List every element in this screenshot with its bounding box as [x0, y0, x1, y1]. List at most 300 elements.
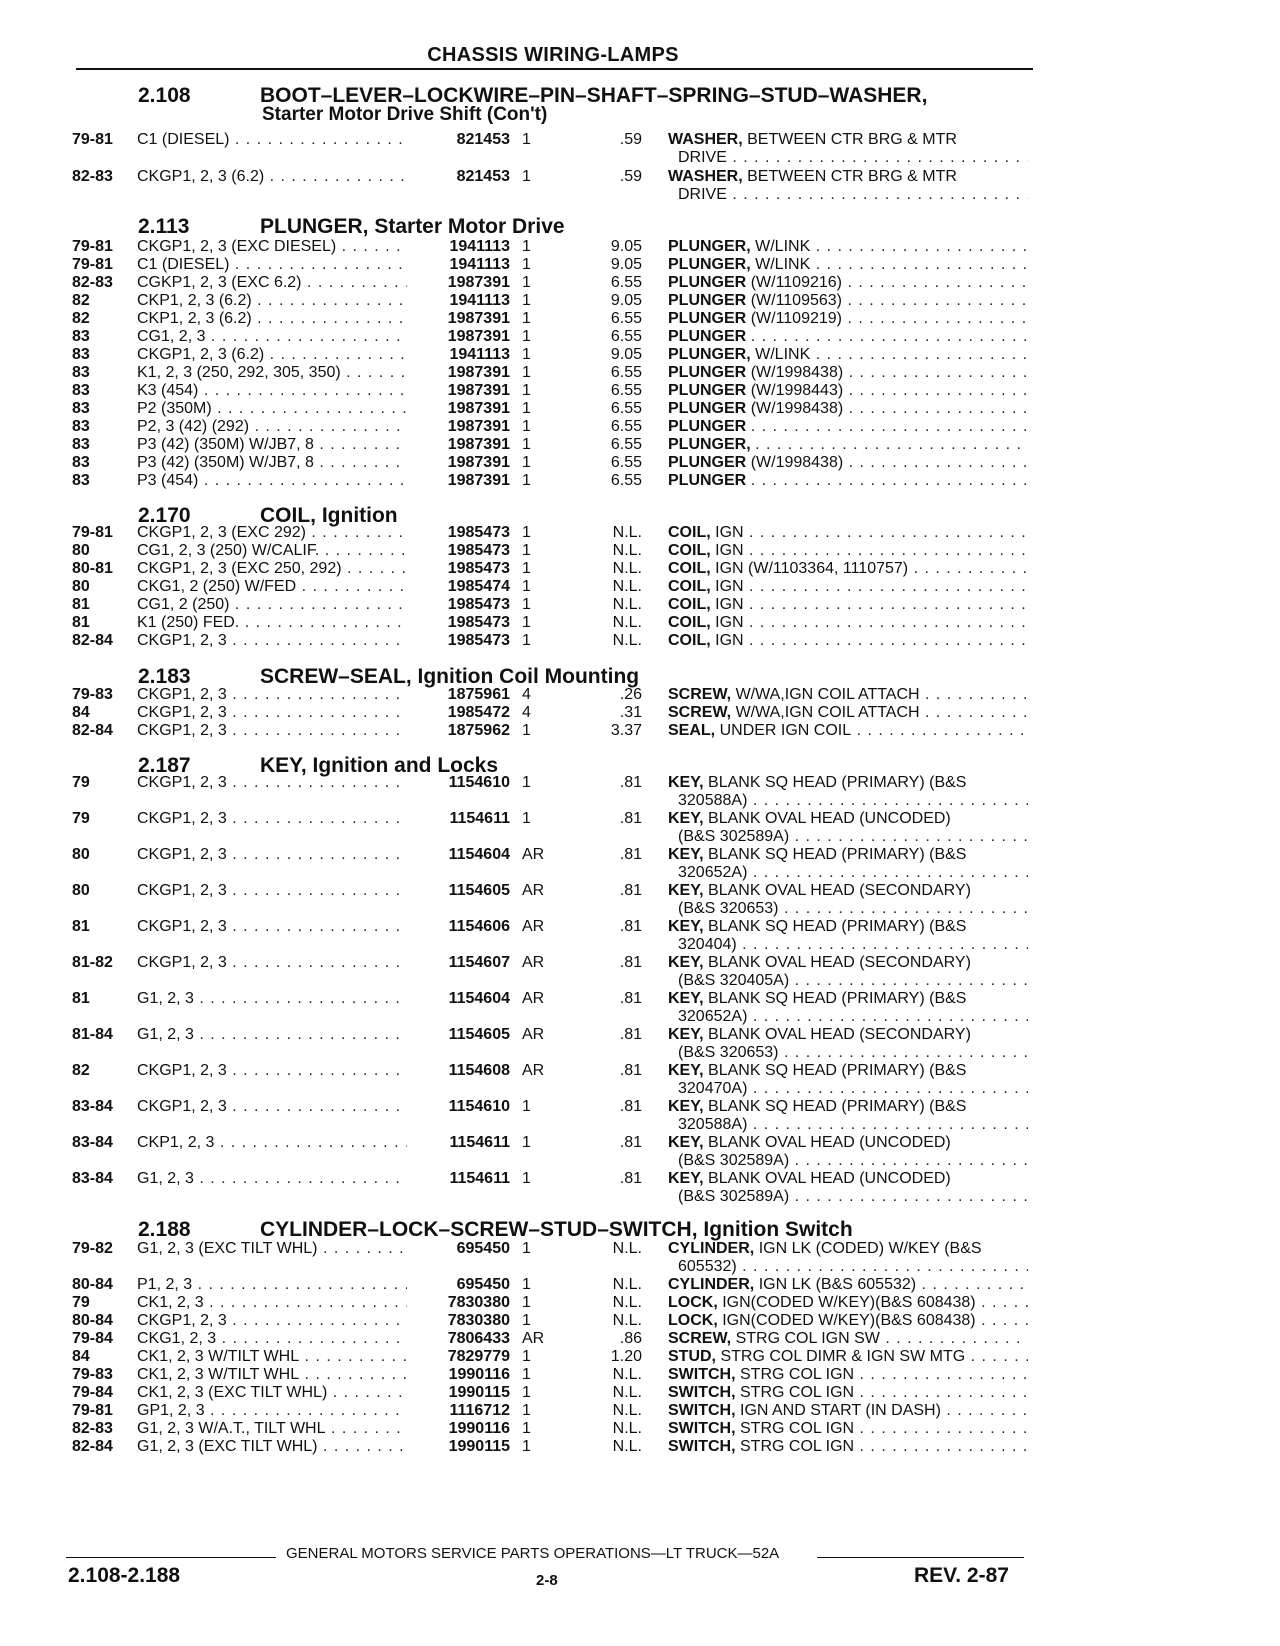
part-detail: IGN LK (B&S 605532) . . .	[759, 1276, 1028, 1293]
section-title: SCREW–SEAL, Ignition Coil Mounting	[260, 665, 640, 688]
parts-row	[0, 1170, 1100, 1190]
parts-row	[0, 1134, 1100, 1154]
price: .81	[619, 990, 642, 1007]
model-series: P2 (350M) . . .	[137, 400, 407, 418]
price: 9.05	[610, 256, 642, 273]
quantity: 1	[522, 1366, 531, 1383]
price: .81	[619, 882, 642, 899]
quantity: AR	[522, 846, 545, 863]
description-continuation: DRIVE . . .	[678, 149, 1028, 167]
model-series: CKGP1, 2, 3 . . .	[137, 846, 407, 864]
parts-row	[0, 846, 1100, 866]
price: N.L.	[612, 614, 642, 631]
model-series: P1, 2, 3 . . .	[137, 1276, 407, 1294]
part-number: 1985473	[447, 632, 510, 649]
model-series: P3 (454) . . .	[137, 472, 407, 490]
quantity: 1	[522, 454, 531, 471]
part-number: 1985473	[447, 560, 510, 577]
price: .81	[619, 810, 642, 827]
part-detail: (W/1998443) . . .	[751, 382, 1028, 399]
part-name: KEY,	[668, 1170, 704, 1187]
part-detail: IGN(CODED W/KEY)(B&S 608438) . . .	[722, 1312, 1028, 1329]
model-year: 84	[72, 704, 90, 721]
price: .81	[619, 1134, 642, 1151]
model-year: 79-84	[72, 1384, 113, 1401]
description-continuation: 320652A) . . .	[678, 864, 1028, 882]
part-detail	[751, 418, 1028, 435]
price: N.L.	[612, 1312, 642, 1329]
footer-rule-right	[817, 1557, 1024, 1558]
part-description	[668, 256, 1028, 274]
price: N.L.	[612, 1402, 642, 1419]
quantity: 1	[522, 578, 531, 595]
price: .81	[619, 1098, 642, 1115]
model-series: CG1, 2 (250) . . .	[137, 596, 407, 614]
parts-row	[0, 472, 1100, 492]
part-number: 1985473	[447, 524, 510, 541]
part-description	[668, 614, 1028, 632]
price: .81	[619, 774, 642, 791]
price: 9.05	[610, 238, 642, 255]
description-continuation: (B&S 302589A) . . .	[678, 1188, 1028, 1206]
model-year: 83-84	[72, 1098, 113, 1115]
quantity: AR	[522, 1062, 545, 1079]
part-number: 1154610	[448, 774, 510, 791]
part-description	[668, 810, 1028, 828]
quantity: AR	[522, 1026, 545, 1043]
part-detail: IGN . . .	[715, 524, 1028, 541]
price: 6.55	[610, 454, 642, 471]
part-number: 1154610	[448, 1098, 510, 1115]
footer-publisher: GENERAL MOTORS SERVICE PARTS OPERATIONS—LT TRUCK—52A	[286, 1545, 780, 1562]
model-year: 83	[72, 454, 90, 471]
part-number: 1987391	[447, 274, 510, 291]
part-number: 1987391	[447, 382, 510, 399]
part-description	[668, 704, 1028, 722]
model-year: 81-84	[72, 1026, 113, 1043]
part-number: 1990116	[448, 1366, 510, 1383]
parts-row	[0, 292, 1100, 312]
model-year: 79	[72, 1294, 90, 1311]
part-number: 1985473	[447, 596, 510, 613]
quantity: 1	[522, 560, 531, 577]
footer-rule-left	[66, 1557, 276, 1558]
model-year: 82-83	[72, 1420, 113, 1437]
section-number: 2.170	[138, 504, 191, 527]
price: 6.55	[610, 382, 642, 399]
price: N.L.	[612, 632, 642, 649]
quantity: 1	[522, 346, 531, 363]
parts-row	[0, 524, 1100, 544]
model-year: 83-84	[72, 1170, 113, 1187]
part-name: SWITCH,	[668, 1402, 736, 1419]
part-name: PLUNGER	[668, 292, 747, 309]
price: N.L.	[612, 1366, 642, 1383]
price: .81	[619, 918, 642, 935]
part-number: 1985472	[447, 704, 510, 721]
model-year: 80-84	[72, 1276, 113, 1293]
description-continuation: (B&S 302589A) . . .	[678, 1152, 1028, 1170]
part-description	[668, 418, 1028, 436]
part-detail: IGN . . .	[715, 614, 1028, 631]
model-year: 82-84	[72, 1438, 113, 1455]
part-number: 695450	[456, 1276, 510, 1293]
part-description	[668, 168, 1028, 186]
parts-row	[0, 918, 1100, 938]
part-description	[668, 1134, 1028, 1152]
model-series: CKGP1, 2, 3 . . .	[137, 632, 407, 650]
part-number: 821453	[456, 168, 510, 185]
price: N.L.	[612, 542, 642, 559]
part-name: PLUNGER,	[668, 238, 751, 255]
quantity: 1	[522, 1170, 531, 1187]
part-detail: IGN AND START (IN DASH) . . .	[740, 1402, 1028, 1419]
part-detail: (W/1998438) . . .	[751, 400, 1028, 417]
parts-row	[0, 1438, 1100, 1458]
part-description	[668, 918, 1028, 936]
price: N.L.	[612, 560, 642, 577]
part-number: 1941113	[449, 256, 510, 273]
part-description	[668, 1402, 1028, 1420]
section-title: KEY, Ignition and Locks	[260, 754, 499, 777]
model-series: CK1, 2, 3 W/TILT WHL . . .	[137, 1366, 407, 1384]
price: N.L.	[612, 1384, 642, 1401]
model-year: 83	[72, 364, 90, 381]
price: 9.05	[610, 346, 642, 363]
quantity: 1	[522, 1276, 531, 1293]
part-description	[668, 1330, 1028, 1348]
parts-row	[0, 578, 1100, 598]
part-number: 7830380	[447, 1294, 510, 1311]
quantity: 1	[522, 1098, 531, 1115]
price: N.L.	[612, 1294, 642, 1311]
part-name: SCREW,	[668, 704, 732, 721]
part-number: 1987391	[447, 418, 510, 435]
part-number: 1941113	[449, 292, 510, 309]
model-year: 80-81	[72, 560, 113, 577]
price: N.L.	[612, 1240, 642, 1257]
part-name: SCREW,	[668, 686, 732, 703]
parts-row	[0, 1294, 1100, 1314]
part-number: 1987391	[447, 454, 510, 471]
part-detail: BLANK OVAL HEAD (SECONDARY)	[708, 1026, 971, 1043]
part-number: 1154611	[449, 1170, 510, 1187]
part-number: 1990115	[448, 1438, 510, 1455]
part-number: 1987391	[447, 472, 510, 489]
model-series: CGKP1, 2, 3 (EXC 6.2) . . .	[137, 274, 407, 292]
model-series: CKP1, 2, 3 (6.2) . . .	[137, 310, 407, 328]
model-year: 80	[72, 882, 90, 899]
part-detail: STRG COL IGN . . .	[740, 1366, 1028, 1383]
part-name: KEY,	[668, 954, 704, 971]
quantity: 1	[522, 1438, 531, 1455]
model-series: CKP1, 2, 3 (6.2) . . .	[137, 292, 407, 310]
part-description	[668, 292, 1028, 310]
part-name: COIL,	[668, 542, 711, 559]
part-description	[668, 328, 1028, 346]
model-series: CK1, 2, 3 . . .	[137, 1294, 407, 1312]
parts-row	[0, 1420, 1100, 1440]
part-description	[668, 1438, 1028, 1456]
part-number: 1985473	[447, 614, 510, 631]
part-number: 1154604	[448, 990, 510, 1007]
price: .31	[619, 704, 642, 721]
quantity: 4	[522, 704, 531, 721]
model-series: CKGP1, 2, 3 (6.2) . . .	[137, 346, 407, 364]
part-name: SWITCH,	[668, 1366, 736, 1383]
quantity: 1	[522, 614, 531, 631]
model-year: 81	[72, 614, 90, 631]
model-year: 83	[72, 436, 90, 453]
part-name: KEY,	[668, 846, 704, 863]
price: 6.55	[610, 418, 642, 435]
part-detail: IGN . . .	[715, 632, 1028, 649]
part-name: PLUNGER,	[668, 256, 751, 273]
part-name: STUD,	[668, 1348, 716, 1365]
part-name: PLUNGER	[668, 454, 747, 471]
parts-row	[0, 1062, 1100, 1082]
part-name: SWITCH,	[668, 1438, 736, 1455]
model-series: G1, 2, 3 (EXC TILT WHL) . . .	[137, 1240, 407, 1258]
part-description	[668, 400, 1028, 418]
footer-section-range: 2.108-2.188	[68, 1564, 181, 1587]
price: .81	[619, 1026, 642, 1043]
parts-row	[0, 454, 1100, 474]
model-series: CKGP1, 2, 3 . . .	[137, 722, 407, 740]
part-description	[668, 1276, 1028, 1294]
part-description	[668, 238, 1028, 256]
part-number: 1154611	[449, 1134, 510, 1151]
part-number: 1985474	[447, 578, 510, 595]
header-rule	[76, 68, 1033, 70]
description-continuation: 320470A) . . .	[678, 1080, 1028, 1098]
parts-row	[0, 131, 1100, 151]
part-name: COIL,	[668, 596, 711, 613]
price: 1.20	[610, 1348, 642, 1365]
model-year: 79	[72, 774, 90, 791]
model-year: 80	[72, 542, 90, 559]
part-description	[668, 1384, 1028, 1402]
part-name: KEY,	[668, 774, 704, 791]
quantity: 1	[522, 542, 531, 559]
part-number: 1987391	[447, 364, 510, 381]
part-name: LOCK,	[668, 1294, 718, 1311]
part-description	[668, 774, 1028, 792]
part-name: PLUNGER	[668, 472, 747, 489]
quantity: 4	[522, 686, 531, 703]
section-number: 2.113	[138, 215, 190, 238]
parts-row	[0, 1240, 1100, 1260]
parts-row	[0, 310, 1100, 330]
model-year: 79	[72, 810, 90, 827]
quantity: 1	[522, 810, 531, 827]
part-number: 821453	[456, 131, 510, 148]
part-description	[668, 436, 1028, 454]
part-name: SEAL,	[668, 722, 716, 739]
model-series: CKGP1, 2, 3 . . .	[137, 918, 407, 936]
price: N.L.	[612, 596, 642, 613]
model-series: CKGP1, 2, 3 (EXC 292) . . .	[137, 524, 407, 542]
model-year: 82	[72, 310, 90, 327]
model-year: 82	[72, 1062, 90, 1079]
parts-row	[0, 256, 1100, 276]
part-detail: W/WA,IGN COIL ATTACH . . .	[736, 704, 1028, 721]
part-name: SCREW,	[668, 1330, 732, 1347]
part-description	[668, 131, 1028, 149]
model-series: CKGP1, 2, 3 . . .	[137, 954, 407, 972]
part-detail: (W/1998438) . . .	[751, 364, 1028, 381]
parts-row	[0, 882, 1100, 902]
description-continuation: (B&S 320405A) . . .	[678, 972, 1028, 990]
page-title: CHASSIS WIRING-LAMPS	[427, 44, 679, 66]
part-number: 1990115	[448, 1384, 510, 1401]
parts-row	[0, 418, 1100, 438]
model-series: CKGP1, 2, 3 . . .	[137, 686, 407, 704]
footer-page-number: 2-8	[536, 1572, 558, 1589]
price: .81	[619, 954, 642, 971]
part-detail: BLANK OVAL HEAD (SECONDARY)	[708, 954, 971, 971]
model-series: CKG1, 2 (250) W/FED . . .	[137, 578, 407, 596]
model-series: G1, 2, 3 (EXC TILT WHL) . . .	[137, 1438, 407, 1456]
part-detail: BLANK OVAL HEAD (UNCODED)	[708, 810, 951, 827]
part-description	[668, 990, 1028, 1008]
description-continuation: DRIVE . . .	[678, 186, 1028, 204]
price: .81	[619, 846, 642, 863]
quantity: 1	[522, 274, 531, 291]
part-detail: BLANK OVAL HEAD (UNCODED)	[708, 1170, 951, 1187]
quantity: 1	[522, 774, 531, 791]
price: 6.55	[610, 364, 642, 381]
part-detail: (W/1109563) . . .	[751, 292, 1028, 309]
part-number: 1985473	[447, 542, 510, 559]
part-number: 1875962	[447, 722, 510, 739]
parts-row	[0, 346, 1100, 366]
section-title: BOOT–LEVER–LOCKWIRE–PIN–SHAFT–SPRING–STUD–WASHER,	[260, 84, 928, 107]
parts-row	[0, 1348, 1100, 1368]
parts-row	[0, 1276, 1100, 1296]
part-detail: STRG COL DIMR & IGN SW MTG . . .	[720, 1348, 1028, 1365]
part-name: PLUNGER,	[668, 346, 751, 363]
part-description	[668, 346, 1028, 364]
part-description	[668, 1294, 1028, 1312]
price: N.L.	[612, 1420, 642, 1437]
price: .26	[619, 686, 642, 703]
quantity: 1	[522, 596, 531, 613]
parts-row	[0, 990, 1100, 1010]
part-detail: W/LINK . . .	[755, 346, 1028, 363]
part-detail	[751, 328, 1028, 345]
model-year: 82-83	[72, 168, 113, 185]
price: 3.37	[610, 722, 642, 739]
model-series: CKGP1, 2, 3 . . .	[137, 1312, 407, 1330]
part-name: KEY,	[668, 990, 704, 1007]
section-title: CYLINDER–LOCK–SCREW–STUD–SWITCH, Ignition Switch	[260, 1218, 853, 1241]
part-description	[668, 1312, 1028, 1330]
model-series: GP1, 2, 3 . . .	[137, 1402, 407, 1420]
model-year: 79-81	[72, 1402, 113, 1419]
part-name: PLUNGER	[668, 310, 747, 327]
price: .59	[619, 168, 642, 185]
quantity: 1	[522, 1402, 531, 1419]
section-number: 2.183	[138, 665, 191, 688]
part-detail	[751, 472, 1028, 489]
part-name: COIL,	[668, 560, 711, 577]
model-series: CG1, 2, 3 . . .	[137, 328, 407, 346]
quantity: AR	[522, 918, 545, 935]
quantity: 1	[522, 1384, 531, 1401]
quantity: 1	[522, 1294, 531, 1311]
part-name: COIL,	[668, 578, 711, 595]
model-series: K1, 2, 3 (250, 292, 305, 350) . . .	[137, 364, 407, 382]
model-series: CKGP1, 2, 3 (EXC DIESEL) . . .	[137, 238, 407, 256]
quantity: 1	[522, 238, 531, 255]
price: N.L.	[612, 1276, 642, 1293]
quantity: 1	[522, 1312, 531, 1329]
parts-row	[0, 954, 1100, 974]
part-detail: IGN . . .	[715, 596, 1028, 613]
quantity: 1	[522, 256, 531, 273]
part-description	[668, 454, 1028, 472]
quantity: AR	[522, 990, 545, 1007]
model-year: 79-81	[72, 524, 113, 541]
part-number: 1116712	[449, 1402, 510, 1419]
model-year: 83-84	[72, 1134, 113, 1151]
part-detail: BETWEEN CTR BRG & MTR	[747, 131, 957, 148]
model-year: 80	[72, 846, 90, 863]
part-number: 1987391	[447, 400, 510, 417]
part-name: PLUNGER	[668, 382, 747, 399]
model-series: CKG1, 2, 3 . . .	[137, 1330, 407, 1348]
part-description	[668, 1098, 1028, 1116]
model-year: 79-81	[72, 256, 113, 273]
quantity: 1	[522, 1420, 531, 1437]
part-detail: W/WA,IGN COIL ATTACH . . .	[736, 686, 1028, 703]
part-name: COIL,	[668, 524, 711, 541]
part-description	[668, 596, 1028, 614]
part-name: PLUNGER	[668, 418, 747, 435]
parts-row	[0, 542, 1100, 562]
part-number: 1941113	[449, 238, 510, 255]
parts-row	[0, 722, 1100, 742]
parts-row	[0, 774, 1100, 794]
part-name: PLUNGER	[668, 364, 747, 381]
part-number: 1154611	[449, 810, 510, 827]
part-description	[668, 310, 1028, 328]
model-series: CKGP1, 2, 3 . . .	[137, 774, 407, 792]
parts-row	[0, 704, 1100, 724]
quantity: 1	[522, 1348, 531, 1365]
part-name: KEY,	[668, 918, 704, 935]
part-name: COIL,	[668, 614, 711, 631]
part-description	[668, 542, 1028, 560]
price: N.L.	[612, 1438, 642, 1455]
parts-row	[0, 632, 1100, 652]
model-year: 81	[72, 990, 90, 1007]
quantity: AR	[522, 1330, 545, 1347]
parts-row	[0, 382, 1100, 402]
part-detail: BETWEEN CTR BRG & MTR	[747, 168, 957, 185]
parts-row	[0, 614, 1100, 634]
model-series: CKGP1, 2, 3 . . .	[137, 810, 407, 828]
model-series: CG1, 2, 3 (250) W/CALIF. . . .	[137, 542, 407, 560]
quantity: 1	[522, 632, 531, 649]
part-name: KEY,	[668, 1134, 704, 1151]
model-year: 84	[72, 1348, 90, 1365]
model-series: C1 (DIESEL) . . .	[137, 131, 407, 149]
model-year: 81-82	[72, 954, 113, 971]
part-detail: BLANK SQ HEAD (PRIMARY) (B&S	[708, 990, 967, 1007]
part-detail: BLANK SQ HEAD (PRIMARY) (B&S	[708, 846, 967, 863]
